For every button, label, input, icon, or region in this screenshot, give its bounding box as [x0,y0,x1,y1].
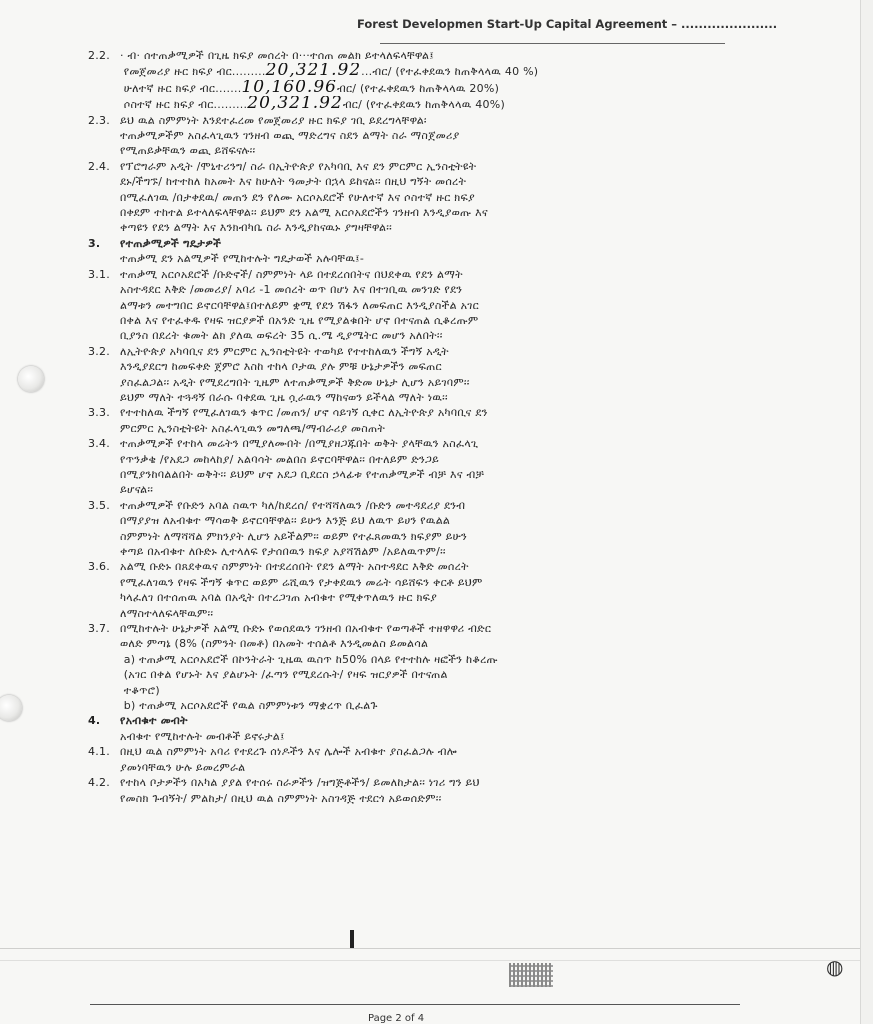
document-line [88,698,728,713]
line-text: ለማስተላለፍላቸዉም፡፡ [120,606,214,620]
line-text: አልሚ ቡድኑ በጸደቀዉና ስምምነት በተደረሰበት የደን ልማት አስተዳደር እቅድ መሰረት [120,560,469,574]
document-line [88,375,728,390]
clause-number: 3.6. [88,560,110,574]
document-line [88,344,728,359]
punch-hole [18,366,44,392]
corner-mark: ◍ [826,955,844,979]
line-text: (አገር በቀል የሆኑት እና ያልሆኑት /ፈጣን የሚደረሱት/ የዛፍ ዝርያዎች በተናጠል [120,668,448,682]
document-line [88,143,728,158]
document-line [88,498,728,513]
line-text: ይህም ማለት ተጓዳኝ በራሱ ባቀደዉ ጊዜ ሷራዉን ማከናወን ይችላል ማለት ነዉ፡፡ [120,390,448,404]
document-line [88,513,728,528]
clause-number: 3.5. [88,498,110,512]
section-heading [88,713,728,728]
clause-number: 4.1. [88,745,110,759]
footer-rule [90,1004,740,1005]
line-text: ተጠቃሚዎች የተከላ መሬትን በሚያለሙበት /በሚያዘጋጁበት ወቅት ያላቸዉን አስፈላጊ [120,437,479,451]
line-text: ስምምነት ለማሻሻል ምክንያት ሊሆን አይችልም፡፡ ወይም የተፈጸመዉን ክፍያም ይሁን [120,529,468,543]
clause-number: 4. [88,714,101,728]
line-text: ቀጣዩን የደን ልማት እና እንክብካቤ ስራ እንዲያከናዉኑ ያግዛቸዋል፡፡ [120,221,392,235]
line-text: የጥንቃቄ /የአደጋ መከላከያ/ አልባሳት መልበስ ይኖርባቸዋል፡፡ በተለይም ድንጋይ [120,452,440,466]
line-tail-text: ብር/ (የተፈቀደዉን ከጠቅላላዉ 20%) [336,81,500,95]
document-line [88,482,728,497]
document-line [88,405,728,420]
document-line [88,313,728,328]
line-text: ተጠቃሚዎችም አስፈላጊዉን ገንዘብ ወጪ ማድረግና ስደን ልማት ስራ ማስጀመሪያ [120,129,460,143]
document-line [88,205,728,220]
line-text: ያመነባቸዉን ሁሉ ይመረምራል [120,760,246,774]
document-line [88,298,728,313]
line-text: ለኢትዮጵያ አካባቢና ደን ምርምር ኢንስቲትዩት ተወካይ የተተከለዉን ችግኝ አዲት [120,344,449,358]
clause-number: 4.2. [88,776,110,790]
document-line [88,683,728,698]
running-header: Forest Developmen Start-Up Capital Agreement – ...................... [357,17,778,31]
line-text: ሶስተኛ ዙር ክፍያ ብር......... [120,98,248,112]
document-line [88,760,728,775]
document-line [88,667,728,682]
line-text: ወለድ ምጣኔ (8% (ስምንት በመቶ) በአመት ተሰልቶ እንዲመልስ ይመልሳል [120,637,429,651]
line-text: የመጀመሪያ ዙር ክፍያ ብር......... [120,65,266,79]
line-text: ተጠቃሚዎች የቡድን አባል ስዉጥ ካለ/ከደረሰ/ የተሻሻለዉን /ቡድን መተዳደሪያ ደንብ [120,498,466,512]
line-text: ተጠቃሚ ደን አልሚዎች የሚከተሉት ግዴታወች አሉባቸዉ፤- [120,252,365,266]
document-line [88,63,728,79]
document-line [88,48,728,63]
line-text: ቀጣይ በአብቁተ ለቡድኑ ሊተላለፍ የታሰበዉን ክፍያ አያሻሽልም /አይለዉጥም/፡፡ [120,545,446,558]
document-line [88,251,728,266]
document-line [88,529,728,544]
line-text: ይህ ዉል ስምምነት እንደተፈረመ የመጀመሪያ ዙር ክፍያ ገቢ ይደረግላቸዋል፡ [120,113,427,127]
line-text: ተጠቃሚ አርሶአደሮች /ቡድኖች/ ስምምነት ላይ በተደረሰበትና በህደቀዉ የደን ልማት [120,267,463,281]
clause-number: 2.4. [88,159,110,173]
clause-number: 3.4. [88,437,110,451]
header-rule [380,43,725,44]
document-line [88,282,728,297]
document-line [88,652,728,667]
document-line [88,328,728,343]
document-line [88,128,728,143]
line-text: የተተከለዉ ችግኝ የሚፈለገዉን ቁጥር /መጠን/ ሆኖ ሳይገኝ ሲቀር ለኢትዮጵያ አካባቢና ደን [120,406,488,420]
document-line [88,390,728,405]
line-tail-text: ብር/ (የተፈቀደዉን ከጠቅላላዉ 40%) [342,98,505,112]
document-line [88,452,728,467]
document-line [88,621,728,636]
document-line [88,267,728,282]
document-line [88,544,728,559]
line-text: የተከላ ቦታዎችን በአካል ያያል የተሰሩ ስራዎችን /ዝግጅቶችን/ ይመለከታል፡፡ ነገሪ ግን ይህ [120,776,480,790]
clause-number: 3.2. [88,344,110,358]
line-text: a) ተጠቃሚ አርሶአደሮች በኮንትራት ጊዜዉ ዉስጥ ከ50% በላይ የተተከሉ ዛፎችን ከቆረጡ [120,652,498,666]
document-line [88,606,728,621]
document-line [88,113,728,128]
line-text: በሚከተሉት ሁኔታዎች አልሚ ቡድኑ የወሰደዉን ገንዘብ በአብቁተ የወጣቶች ተዘዋዋሪ ብድር [120,622,492,636]
clause-number: 3.1. [88,267,110,281]
line-text: አብቁተ የሚከተሉት መብቶች ይኖሩታል፤ [120,729,285,743]
line-text: ቢያንስ በደረት ቁመት ልክ ያለዉ ወፍረት 35 ሲ.ሜ ዲያሜትር መሆን አለበት፡፡ [120,329,443,343]
line-text: ደኑ/ችግኙ/ ከተተከለ ከአመት እና ከሁለት ዓመታት በኋላ ይከናል፡፡ በዚህ ግኝት መሰረት [120,175,467,189]
document-line [88,636,728,651]
document-line [88,744,728,759]
line-text: በማያያዝ ለአብቁተ ማሳወቅ ይኖርባቸዋል፡፡ ይሁን እንጅ ይህ ለዉጥ ይሀን የዉልል [120,514,451,528]
page-number: Page 2 of 4 [368,1013,425,1024]
scan-artifact-line [0,948,860,949]
handwritten-amount: 20,321.92 [265,63,362,80]
document-line [88,159,728,174]
document-line [88,775,728,790]
line-text: ይሆናል፡፡ [120,483,154,497]
line-text: አስተዳደር እቅድ /መመሪያ/ አባሪ -1 መሰረት ወጥ በሆነ እና በተገቢዉ መንገድ የደን [120,283,463,297]
line-text: ልማቱን መተግበር ይኖርባቸዋል፤በተለይም ቋሚ የደን ሽፋን ለመፍጠር እንዲያስችል አገር [120,298,479,312]
line-text: ካላፈለገ በተሰጠዉ አባል በአዲት በተረጋገጠ አብቁተ የሚቀጥለዉን ዙር ክፍያ [120,591,438,605]
document-line [88,559,728,574]
line-text: የተጠቃሚዎች ግዴታዎች [120,236,222,250]
scan-artifact-line [0,960,860,961]
clause-number: 3. [88,236,101,250]
clause-number: 3.7. [88,622,110,636]
clause-number: 2.3. [88,113,110,127]
line-text: በሚፈለገዉ /በታቀደዉ/ መጠን ደን የለሙ አርሶአደሮች የሁለተኛ እና ሶስተኛ ዙር ክፍያ [120,190,475,204]
line-text: የፕሮግራም አዲት /ሞኒተሪንግ/ ስራ በኢትዮጵያ የአካባቢ እና ደን ምርምር ኢንስቲትዩት [120,159,477,173]
document-line [88,80,728,96]
barcode-stamp [509,963,553,987]
document-line [88,96,728,112]
line-text: የሚፈለገዉን የዛፍ ችግኝ ቁጥር ወይም ሬሺዉን የታቀደዉን መሬት ሳይሸፍን ቀርቶ ይህም [120,575,483,589]
document-line [88,467,728,482]
section-heading [88,236,728,251]
line-text: የመስክ ጉብኝት/ ምልከታ/ በዚህ ዉል ስምምነት አስገዳጅ ተደርጎ አይወሰድም፡፡ [120,791,442,805]
line-text: የሚጠይቃቸዉን ወጪ ይሸፍናሉ፡፡ [120,144,256,158]
line-text: በዚህ ዉል ስምምነት አባሪ የተደረጉ ሰነዶችን እና ሌሎች አብቁተ ያስፈልጋሉ ብሎ [120,745,457,759]
line-text: b) ተጠቃሚ አርሶአደሮች የዉል ስምምነቱን ማቋረጥ ቢፈልጉ [120,699,378,713]
line-text: የአብቁተ መብት [120,714,188,728]
document-line [88,590,728,605]
line-text: ሁለተኛ ዙር ክፍያ ብር....... [120,81,242,95]
document-line [88,190,728,205]
line-tail-text: ...ብር/ (የተፈቀደዉን ከጠቅላላዉ 40 %) [361,65,539,79]
document-line [88,729,728,744]
document-body [88,48,728,806]
clause-number: 3.3. [88,406,110,420]
punch-hole [0,695,22,721]
document-line [88,791,728,806]
document-line [88,220,728,235]
ink-mark [350,930,354,948]
line-text: በሚያንከባልልበት ወቅት፡፡ ይህም ሆኖ አደጋ ቢደርስ ኃላፊቱ የተጠቃሚዎች ብቻ እና ብቻ [120,467,485,481]
line-text: ያስፈልጋል፡፡ አዲት የሚደረግበት ጊዜም ለተጠቃሚዎች ቅድመ ሁኔታ ሊሆን አይገባም፡፡ [120,375,470,389]
handwritten-amount: 20,321.92 [247,96,343,113]
line-text: እንዲያደርግ ከመፍቀድ ጀምሮ እስከ ተከላ ቦታዉ ያሉ ምቹ ሁኔታዎችን መፍጠር [120,360,442,374]
document-line [88,174,728,189]
document-line [88,359,728,374]
document-line [88,575,728,590]
line-text: በቀል እና የተፈቀዱ የዛፍ ዝርያዎች በአንድ ጊዜ የሚያልቁበት ሆኖ በተናጠል ሲቆረጡም [120,313,479,327]
line-text: · ብ· ሰተጠቃሚዎች በጊዜ ክፍያ መሰረት በ···ተሰጠ መልክ ይተላለፍላቸዋል፤ [120,49,434,62]
clause-number: 2.2. [88,49,110,62]
document-line [88,436,728,451]
handwritten-amount: 10,160.96 [241,79,337,97]
line-text: ተቆጥሮ) [120,683,160,697]
document-line [88,421,728,436]
line-text: ምርምር ኢንስቲትዩት አስፈላጊዉን መግለጫ/ማብራሪያ መስጠት [120,421,386,435]
line-text: በቀደም ተከተል ይተላለፍላቸዋል፡፡ ይህም ደን አልሚ አርሶአደሮችን ገንዘብ እንዲያወጡ እና [120,206,488,220]
